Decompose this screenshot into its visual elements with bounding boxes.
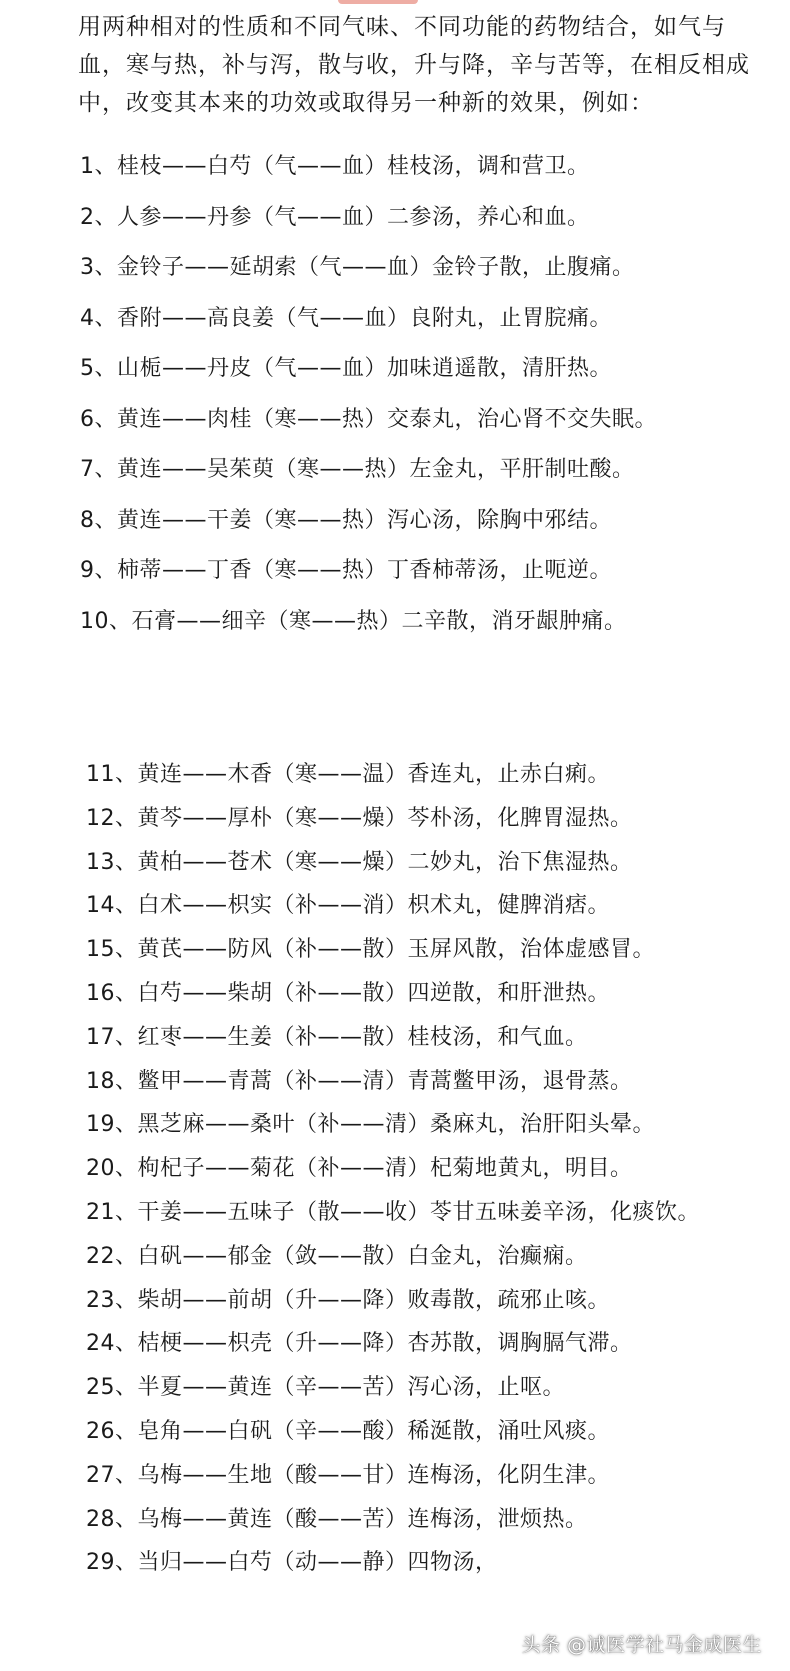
list-item: 21、干姜——五味子（散——收）苓甘五味姜辛汤，化痰饮。	[86, 1199, 700, 1225]
list-item: 1、桂枝——白芍（气——血）桂枝汤，调和营卫。	[80, 154, 590, 179]
list-item: 24、桔梗——枳壳（升——降）杏苏散，调胸膈气滞。	[86, 1331, 633, 1357]
list-item: 17、红枣——生姜（补——散）桂枝汤，和气血。	[86, 1024, 588, 1050]
list-item: 29、当归——白芍（动——静）四物汤，	[86, 1550, 498, 1576]
list-item: 27、乌梅——生地（酸——甘）连梅汤，化阴生津。	[86, 1462, 610, 1488]
list-item: 6、黄连——肉桂（寒——热）交泰丸，治心肾不交失眠。	[80, 406, 657, 432]
source-watermark: 头条 @诚医学社马金成医生	[521, 1634, 762, 1656]
list-item: 4、香附——高良姜（气——血）良附丸，止胃脘痛。	[80, 305, 612, 331]
list-item: 3、金铃子——延胡索（气——血）金铃子散，止腹痛。	[80, 255, 635, 280]
list-item: 5、山栀——丹皮（气——血）加味逍遥散，清肝热。	[80, 356, 612, 381]
list-item: 19、黑芝麻——桑叶（补——清）桑麻丸，治肝阳头晕。	[86, 1112, 655, 1138]
list-item: 16、白芍——柴胡（补——散）四逆散，和肝泄热。	[86, 980, 610, 1006]
list-item: 18、鳖甲——青蒿（补——清）青蒿鳖甲汤，退骨蒸。	[86, 1068, 633, 1094]
pair-list-section-2	[86, 753, 776, 1585]
pair-list-section-1	[80, 142, 770, 647]
list-item: 2、人参——丹参（气——血）二参汤，养心和血。	[80, 204, 590, 230]
list-item: 8、黄连——干姜（寒——热）泻心汤，除胸中邪结。	[80, 507, 612, 533]
list-item: 14、白术——枳实（补——消）枳术丸，健脾消痞。	[86, 893, 610, 919]
list-item: 13、黄柏——苍术（寒——燥）二妙丸，治下焦湿热。	[86, 849, 633, 875]
list-item: 9、柿蒂——丁香（寒——热）丁香柿蒂汤，止呃逆。	[80, 558, 612, 583]
list-item: 23、柴胡——前胡（升——降）败毒散，疏邪止咳。	[86, 1287, 610, 1313]
list-item: 10、石膏——细辛（寒——热）二辛散，消牙龈肿痛。	[80, 608, 627, 634]
intro-paragraph: 用两种相对的性质和不同气味、不同功能的药物结合，如气与血，寒与热，补与泻，散与收，升与降，辛与苦等，在相反相成中，改变其本来的功效或取得另一种新的效果，例如：	[78, 14, 750, 116]
list-item: 7、黄连——吴茱萸（寒——热）左金丸，平肝制吐酸。	[80, 457, 635, 482]
list-item: 25、半夏——黄连（辛——苦）泻心汤，止呕。	[86, 1375, 565, 1401]
list-item: 22、白矾——郁金（敛——散）白金丸，治癫痫。	[86, 1243, 588, 1269]
list-item: 20、枸杞子——菊花（补——清）杞菊地黄丸，明目。	[86, 1156, 633, 1182]
list-item: 26、皂角——白矾（辛——酸）稀涎散，涌吐风痰。	[86, 1418, 610, 1444]
list-item: 11、黄连——木香（寒——温）香连丸，止赤白痢。	[86, 762, 610, 787]
list-item: 15、黄芪——防风（补——散）玉屏风散，治体虚感冒。	[86, 937, 655, 963]
list-item: 12、黄芩——厚朴（寒——燥）芩朴汤，化脾胃湿热。	[86, 805, 633, 831]
list-item: 28、乌梅——黄连（酸——苦）连梅汤，泄烦热。	[86, 1506, 588, 1532]
title-fragment-decoration	[338, 0, 418, 4]
